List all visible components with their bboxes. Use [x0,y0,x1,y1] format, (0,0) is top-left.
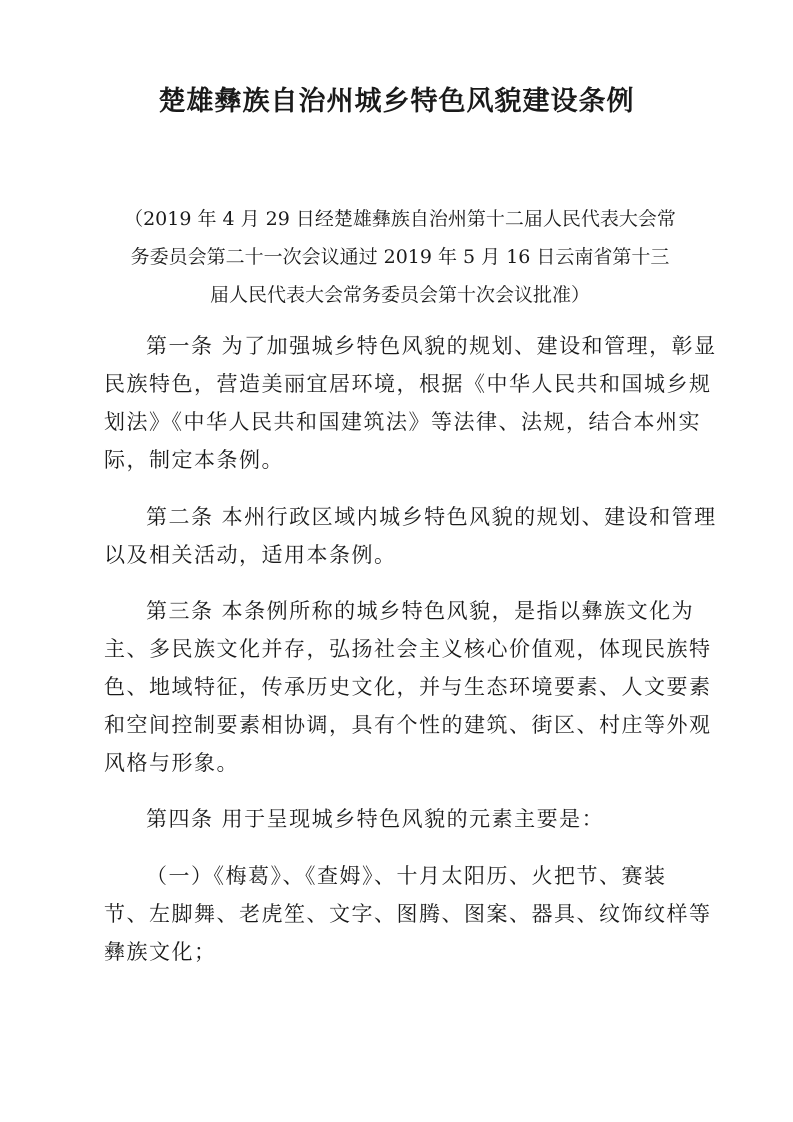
article-line: 以及相关活动，适用本条例。 [104,543,397,567]
article-2 [104,498,717,574]
document-title: 楚雄彝族自治州城乡特色风貌建设条例 [158,86,635,117]
article-line: 风格与形象。 [104,751,239,775]
article-line: 第四条 用于呈现城乡特色风貌的元素主要是： [146,807,605,831]
article-line: 划法》《中华人民共和国建筑法》等法律、法规，结合本州实 [104,410,701,434]
article-line: 主、多民族文化并存，弘扬社会主义核心价值观，体现民族特 [104,637,712,661]
article-4-item-1 [104,857,712,971]
adoption-note [110,200,690,314]
adoption-note-line: 届人民代表大会常务委员会第十次会议批准） [209,284,590,306]
article-line: 和空间控制要素相协调，具有个性的建筑、街区、村庄等外观 [104,713,712,737]
adoption-note-line: （2019 年 4 月 29 日经楚雄彝族自治州第十二届人民代表大会常 [124,208,676,230]
article-line: 民族特色，营造美丽宜居环境，根据《中华人民共和国城乡规 [104,372,712,396]
article-4 [104,800,694,838]
article-line: 色、地域特征，传承历史文化，并与生态环境要素、人文要素 [104,675,712,699]
adoption-note-line: 务委员会第二十一次会议通过 2019 年 5 月 16 日云南省第十三 [130,246,670,268]
article-line: 节、左脚舞、老虎笙、文字、图腾、图案、器具、纹饰纹样等 [104,902,712,926]
article-1 [104,327,717,479]
article-line: 第三条 本条例所称的城乡特色风貌，是指以彝族文化为 [146,599,695,623]
article-line: 第一条 为了加强城乡特色风貌的规划、建设和管理，彰显 [146,334,717,358]
article-line: （一）《梅葛》、《查姆》、十月太阳历、火把节、赛装 [146,864,667,888]
article-line: 彝族文化； [104,940,217,964]
article-line: 际，制定本条例。 [104,448,284,472]
article-line: 第二条 本州行政区域内城乡特色风貌的规划、建设和管理 [146,505,717,529]
article-3 [104,592,712,782]
